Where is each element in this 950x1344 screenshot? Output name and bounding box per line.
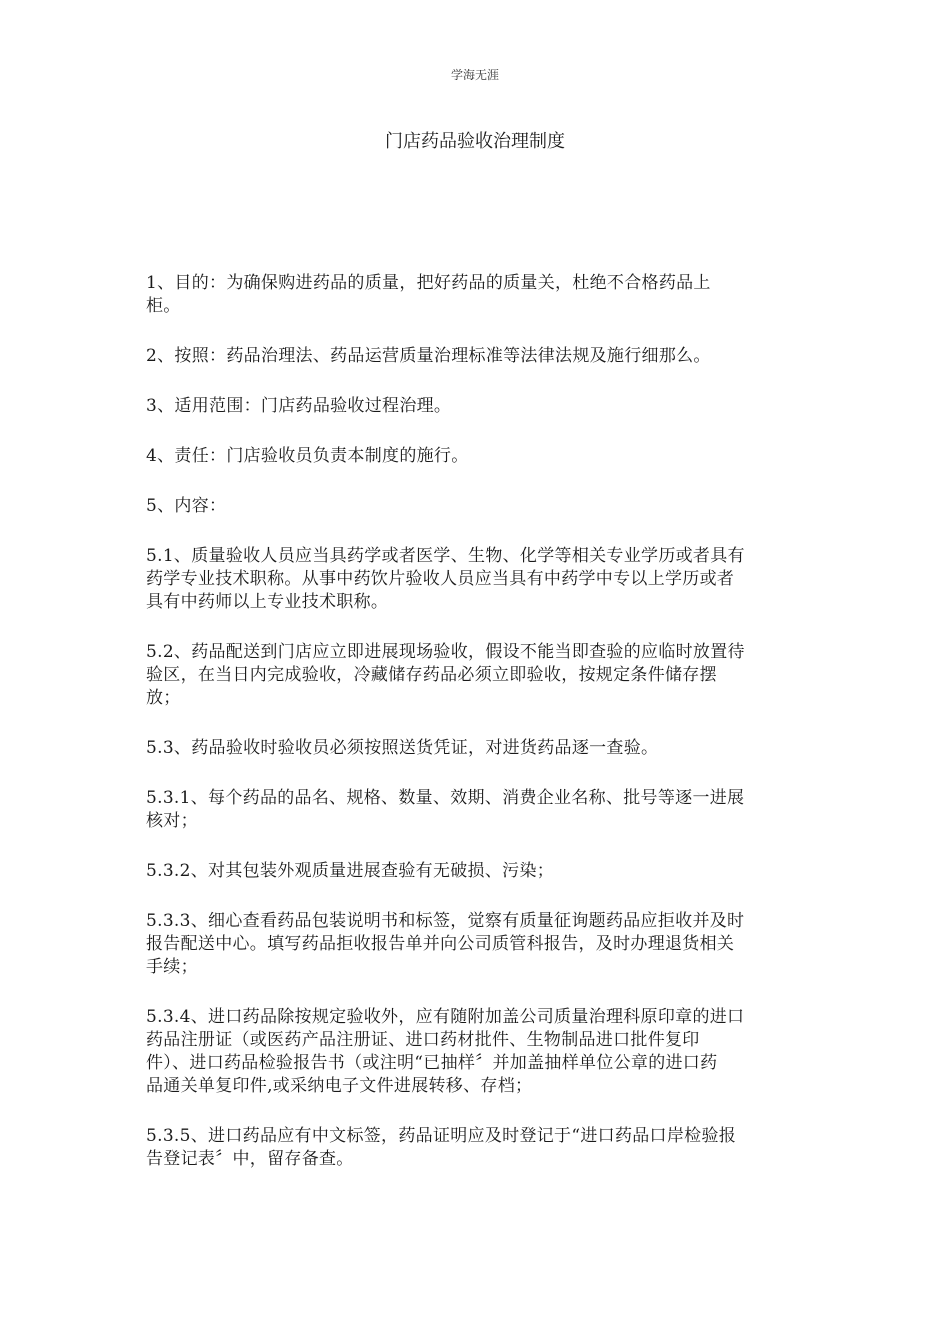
document-title: 门店药品验收治理制度	[385, 131, 565, 152]
paragraph-5-3-4: 5.3.4、进口药品除按规定验收外，应有随附加盖公司质量治理科原印章的进口 药品注册证（或医药产品注册证、进口药材批件、生物制品进口批件复印 件）、进口药品检验报告书（或注明“已抽样〞并加盖抽样单位公章的进口药 品通关单复印件,或采纳电子文件进展转移、存档；	[146, 1007, 745, 1096]
paragraph-5-3: 5.3、药品验收时验收员必须按照送货凭证，对进货药品逐一查验。	[146, 738, 659, 758]
paragraph-5-3-2: 5.3.2、对其包装外观质量进展查验有无破损、污染；	[146, 861, 555, 881]
paragraph-purpose: 1、目的：为确保购进药品的质量，把好药品的质量关，杜绝不合格药品上 柜。	[146, 273, 711, 316]
paragraph-basis: 2、按照：药品治理法、药品运营质量治理标准等法律法规及施行细那么。	[146, 346, 711, 366]
paragraph-5-3-5: 5.3.5、进口药品应有中文标签，药品证明应及时登记于“进口药品口岸检验报 告登记表〞中，留存备查。	[146, 1126, 737, 1169]
paragraph-5-2: 5.2、药品配送到门店应立即进展现场验收，假设不能当即查验的应临时放置待 验区，在当日内完成验收，冷藏储存药品必须立即验收，按规定条件储存摆 放；	[146, 642, 745, 708]
paragraph-scope: 3、适用范围：门店药品验收过程治理。	[146, 396, 452, 416]
paragraph-responsibility: 4、责任：门店验收员负责本制度的施行。	[146, 446, 469, 466]
paragraph-content-heading: 5、内容：	[146, 496, 227, 516]
paragraph-5-3-1: 5.3.1、每个药品的品名、规格、数量、效期、消费企业名称、批号等逐一进展 核对；	[146, 788, 745, 831]
page-header: 学海无涯	[450, 68, 499, 82]
document-body	[146, 272, 806, 1198]
paragraph-5-1: 5.1、质量验收人员应当具药学或者医学、生物、化学等相关专业学历或者具有 药学专业技术职称。从事中药饮片验收人员应当具有中药学中专以上学历或者 具有中药师以上专业技术职称。	[146, 546, 745, 612]
paragraph-5-3-3: 5.3.3、细心查看药品包装说明书和标签，觉察有质量征询题药品应拒收并及时 报告配送中心。填写药品拒收报告单并向公司质管科报告，及时办理退货相关 手续；	[146, 911, 745, 977]
